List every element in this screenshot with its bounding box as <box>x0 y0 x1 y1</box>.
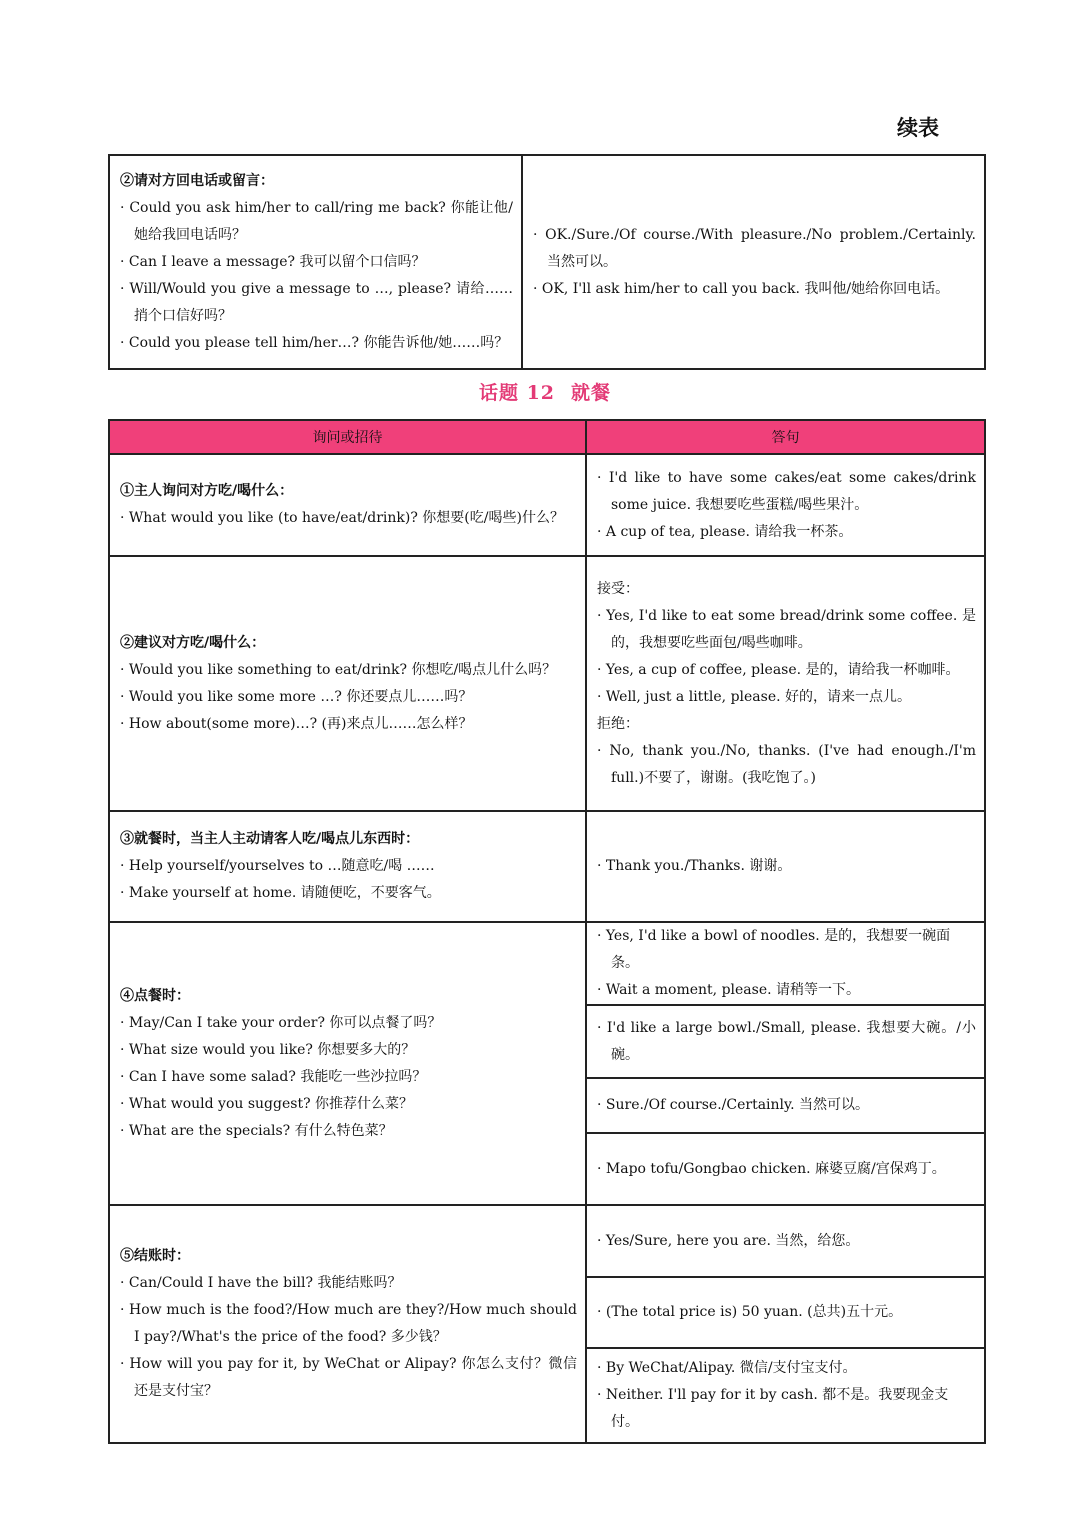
ask-cell: ②请对方回电话或留言： · Could you ask him/her to call/ring me back? 你能让他/她给我回电话吗？ · Can I leave a message? 我可以留个口信吗？ · Will/Would you give a message to …, please? 请给……捎个口信好吗？ · Could you please tell him/her…? 你能告诉他/她……吗？ <box>109 155 522 369</box>
row4-answer-4: · Mapo tofu/Gongbao chicken. 麻婆豆腐/宫保鸡丁。 <box>586 1133 985 1205</box>
row5-ask: ⑤结账时： · Can/Could I have the bill? 我能结账吗？ · How much is the food?/How much are they?/How much should I pay?/What's the price of the food? 多少钱？ · How will you pay for it, by WeChat or Alipay? 你怎么支付？微信还是支付宝？ <box>109 1205 586 1443</box>
row1-ask: ①主人询问对方吃/喝什么： · What would you like (to have/eat/drink)? 你想要(吃/喝些)什么？ <box>109 454 586 556</box>
row5-answer-2: · (The total price is) 50 yuan. (总共)五十元。 <box>586 1277 985 1348</box>
col-header-answer: 答句 <box>586 420 985 454</box>
row5-answer-3: · By WeChat/Alipay. 微信/支付宝支付。 · Neither. I'll pay for it by cash. 都不是。我要现金支付。 <box>586 1348 985 1443</box>
answer-cell: · OK./Sure./Of course./With pleasure./No problem./Certainly. 当然可以。 · OK, I'll ask him/her to call you back. 我叫他/她给你回电话。 <box>522 155 985 369</box>
topic-title: 话题 12 就餐 <box>478 382 612 404</box>
row4-answer-2: · I'd like a large bowl./Small, please. 我想要大碗。/小碗。 <box>586 1005 985 1078</box>
row3-ask: ③就餐时，当主人主动请客人吃/喝点儿东西时： · Help yourself/yourselves to …随意吃/喝 …… · Make yourself at home. 请随便吃，不要客气。 <box>109 811 586 922</box>
phone-table-continued <box>108 154 986 370</box>
row2-answer: 接受： · Yes, I'd like to eat some bread/drink some coffee. 是的，我想要吃些面包/喝些咖啡。 · Yes, a cup of coffee, please. 是的，请给我一杯咖啡。 · Well, just a little, please. 好的，请来一点儿。 拒绝： · No, thank you./No, thanks. (I've had enough./I'm full.)不要了，谢谢。(我吃饱了。) <box>586 556 985 811</box>
row1-answer: · I'd like to have some cakes/eat some cakes/drink some juice. 我想要吃些蛋糕/喝些果汁。 · A cup of tea, please. 请给我一杯茶。 <box>586 454 985 556</box>
row4-answer-3: · Sure./Of course./Certainly. 当然可以。 <box>586 1078 985 1133</box>
row3-answer: · Thank you./Thanks. 谢谢。 <box>586 811 985 922</box>
row4-ask: ④点餐时： · May/Can I take your order? 你可以点餐了吗？ · What size would you like? 你想要多大的？ · Can I have some salad? 我能吃一些沙拉吗？ · What would you suggest? 你推荐什么菜？ · What are the specials? 有什么特色菜？ <box>109 922 586 1205</box>
row2-ask: ②建议对方吃/喝什么： · Would you like something to eat/drink? 你想吃/喝点儿什么吗？ · Would you like some more …? 你还要点儿……吗？ · How about(some more)…? (再)来点儿……怎么样？ <box>109 556 586 811</box>
dining-table <box>108 419 986 1444</box>
row5-answer-1: · Yes/Sure, here you are. 当然，给您。 <box>586 1205 985 1277</box>
col-header-ask: 询问或招待 <box>109 420 586 454</box>
row4-answer-1: · Yes, I'd like a bowl of noodles. 是的，我想要一碗面条。 · Wait a moment, please. 请稍等一下。 <box>586 922 985 1005</box>
continued-label: 续表 <box>897 116 939 140</box>
